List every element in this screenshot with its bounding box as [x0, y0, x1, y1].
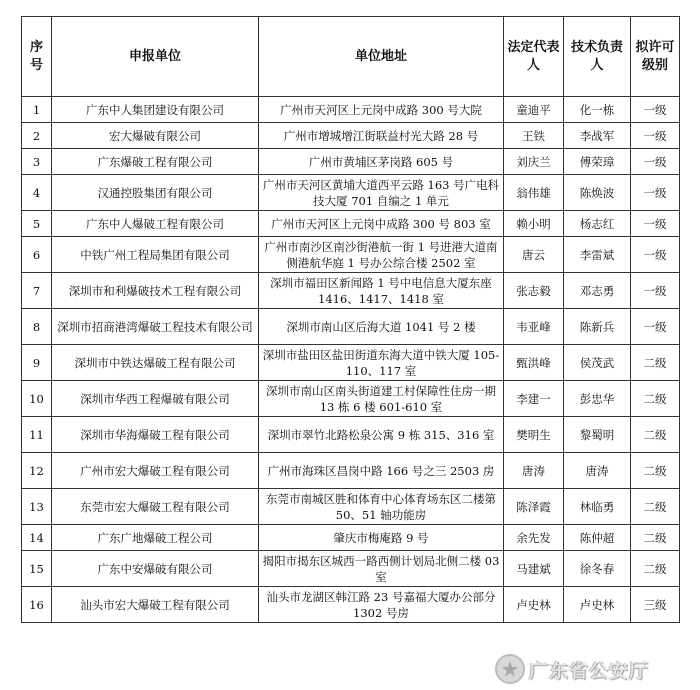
cell-unit: 东莞市宏大爆破工程有限公司: [52, 489, 259, 525]
watermark-text: 广东省公安厅: [529, 659, 650, 682]
header-tech-lead: 技术负责人: [564, 17, 631, 97]
watermark: [495, 651, 649, 687]
table-header-row: [22, 17, 680, 97]
cell-legal-rep: 童迪平: [504, 97, 564, 123]
cell-legal-rep: 赖小明: [504, 211, 564, 237]
table-row: [22, 345, 680, 381]
header-level: 拟许可级别: [631, 17, 680, 97]
cell-unit: 深圳市中铁达爆破工程有限公司: [52, 345, 259, 381]
cell-unit: 宏大爆破有限公司: [52, 123, 259, 149]
cell-legal-rep: 余先发: [504, 525, 564, 551]
police-badge-icon: [495, 654, 525, 684]
cell-unit: 广州市宏大爆破工程有限公司: [52, 453, 259, 489]
cell-tech-lead: 侯茂武: [564, 345, 631, 381]
cell-unit: 深圳市华西工程爆破有限公司: [52, 381, 259, 417]
header-no: 序号: [22, 17, 52, 97]
table-row: [22, 309, 680, 345]
cell-level: 二级: [631, 345, 680, 381]
table-row: [22, 551, 680, 587]
cell-legal-rep: 唐云: [504, 237, 564, 273]
table-row: [22, 417, 680, 453]
cell-tech-lead: 化一栋: [564, 97, 631, 123]
cell-level: 一级: [631, 237, 680, 273]
cell-unit: 广东爆破工程有限公司: [52, 149, 259, 175]
table-row: [22, 175, 680, 211]
cell-level: 二级: [631, 381, 680, 417]
cell-legal-rep: 刘庆兰: [504, 149, 564, 175]
cell-level: 一级: [631, 175, 680, 211]
cell-level: 二级: [631, 525, 680, 551]
cell-level: 一级: [631, 123, 680, 149]
cell-no: 16: [22, 587, 52, 623]
cell-tech-lead: 陈新兵: [564, 309, 631, 345]
cell-tech-lead: 黎蜀明: [564, 417, 631, 453]
table-row: [22, 587, 680, 623]
cell-legal-rep: 卢史林: [504, 587, 564, 623]
cell-address: 广州市增城增江街联益村光大路 28 号: [259, 123, 504, 149]
cell-tech-lead: 唐涛: [564, 453, 631, 489]
cell-level: 一级: [631, 97, 680, 123]
cell-tech-lead: 陈焕波: [564, 175, 631, 211]
cell-no: 9: [22, 345, 52, 381]
cell-unit: 广东中人集团建设有限公司: [52, 97, 259, 123]
cell-tech-lead: 徐冬春: [564, 551, 631, 587]
cell-unit: 广东中人爆破工程有限公司: [52, 211, 259, 237]
cell-no: 6: [22, 237, 52, 273]
cell-unit: 广东广地爆破工程公司: [52, 525, 259, 551]
cell-address: 深圳市南山区后海大道 1041 号 2 楼: [259, 309, 504, 345]
cell-legal-rep: 陈泽霞: [504, 489, 564, 525]
cell-unit: 深圳市招商港湾爆破工程技术有限公司: [52, 309, 259, 345]
cell-no: 2: [22, 123, 52, 149]
cell-legal-rep: 甄洪峰: [504, 345, 564, 381]
table-row: [22, 237, 680, 273]
cell-no: 5: [22, 211, 52, 237]
header-unit: 申报单位: [52, 17, 259, 97]
table-row: [22, 453, 680, 489]
cell-level: 二级: [631, 417, 680, 453]
cell-legal-rep: 韦亚峰: [504, 309, 564, 345]
table-row: [22, 525, 680, 551]
cell-no: 4: [22, 175, 52, 211]
cell-address: 肇庆市梅庵路 9 号: [259, 525, 504, 551]
cell-level: 三级: [631, 587, 680, 623]
table-row: [22, 273, 680, 309]
cell-tech-lead: 邓志勇: [564, 273, 631, 309]
cell-level: 一级: [631, 309, 680, 345]
cell-tech-lead: 李战军: [564, 123, 631, 149]
cell-level: 二级: [631, 453, 680, 489]
cell-address: 深圳市盐田区盐田街道东海大道中铁大厦 105-110、117 室: [259, 345, 504, 381]
cell-legal-rep: 马建斌: [504, 551, 564, 587]
cell-unit: 汉通控股集团有限公司: [52, 175, 259, 211]
cell-address: 深圳市福田区新闻路 1 号中电信息大厦东座 1416、1417、1418 室: [259, 273, 504, 309]
cell-tech-lead: 杨志红: [564, 211, 631, 237]
cell-address: 广州市天河区上元岗中成路 300 号大院: [259, 97, 504, 123]
cell-address: 广州市天河区上元岗中成路 300 号 803 室: [259, 211, 504, 237]
cell-legal-rep: 王铁: [504, 123, 564, 149]
cell-level: 一级: [631, 211, 680, 237]
table-row: [22, 97, 680, 123]
permit-table: [21, 16, 680, 623]
cell-no: 15: [22, 551, 52, 587]
cell-tech-lead: 傅荣璋: [564, 149, 631, 175]
cell-tech-lead: 陈仲超: [564, 525, 631, 551]
cell-address: 揭阳市揭东区城西一路西侧计划局北侧二楼 03 室: [259, 551, 504, 587]
cell-level: 一级: [631, 273, 680, 309]
cell-unit: 深圳市华海爆破工程有限公司: [52, 417, 259, 453]
cell-level: 二级: [631, 489, 680, 525]
cell-no: 13: [22, 489, 52, 525]
cell-unit: 中铁广州工程局集团有限公司: [52, 237, 259, 273]
cell-no: 11: [22, 417, 52, 453]
cell-tech-lead: 卢史林: [564, 587, 631, 623]
cell-address: 广州市天河区黄埔大道西平云路 163 号广电科技大厦 701 自编之 1 单元: [259, 175, 504, 211]
cell-level: 二级: [631, 551, 680, 587]
cell-no: 14: [22, 525, 52, 551]
cell-legal-rep: 李建一: [504, 381, 564, 417]
header-address: 单位地址: [259, 17, 504, 97]
table-row: [22, 489, 680, 525]
table-row: [22, 211, 680, 237]
cell-address: 深圳市翠竹北路松泉公寓 9 栋 315、316 室: [259, 417, 504, 453]
cell-tech-lead: 彭忠华: [564, 381, 631, 417]
table-row: [22, 381, 680, 417]
cell-address: 广州市南沙区南沙街港航一街 1 号进港大道南侧港航华庭 1 号办公综合楼 2502 室: [259, 237, 504, 273]
cell-address: 汕头市龙湖区韩江路 23 号嘉福大厦办公部分 1302 号房: [259, 587, 504, 623]
cell-no: 8: [22, 309, 52, 345]
cell-address: 广州市海珠区昌岗中路 166 号之三 2503 房: [259, 453, 504, 489]
cell-unit: 广东中安爆破有限公司: [52, 551, 259, 587]
cell-legal-rep: 樊明生: [504, 417, 564, 453]
cell-address: 深圳市南山区南头街道建工村保障性住房一期 13 栋 6 楼 601-610 室: [259, 381, 504, 417]
cell-address: 广州市黄埔区茅岗路 605 号: [259, 149, 504, 175]
cell-no: 10: [22, 381, 52, 417]
table-row: [22, 123, 680, 149]
cell-no: 1: [22, 97, 52, 123]
cell-legal-rep: 张志毅: [504, 273, 564, 309]
cell-no: 12: [22, 453, 52, 489]
cell-level: 一级: [631, 149, 680, 175]
cell-unit: 深圳市和利爆破技术工程有限公司: [52, 273, 259, 309]
cell-address: 东莞市南城区胜和体育中心体育场东区二楼第 50、51 轴功能房: [259, 489, 504, 525]
cell-tech-lead: 林临勇: [564, 489, 631, 525]
cell-legal-rep: 唐涛: [504, 453, 564, 489]
table-row: [22, 149, 680, 175]
cell-tech-lead: 李雷斌: [564, 237, 631, 273]
cell-no: 7: [22, 273, 52, 309]
cell-no: 3: [22, 149, 52, 175]
header-legal-rep: 法定代表人: [504, 17, 564, 97]
cell-unit: 汕头市宏大爆破工程有限公司: [52, 587, 259, 623]
cell-legal-rep: 翁伟雄: [504, 175, 564, 211]
